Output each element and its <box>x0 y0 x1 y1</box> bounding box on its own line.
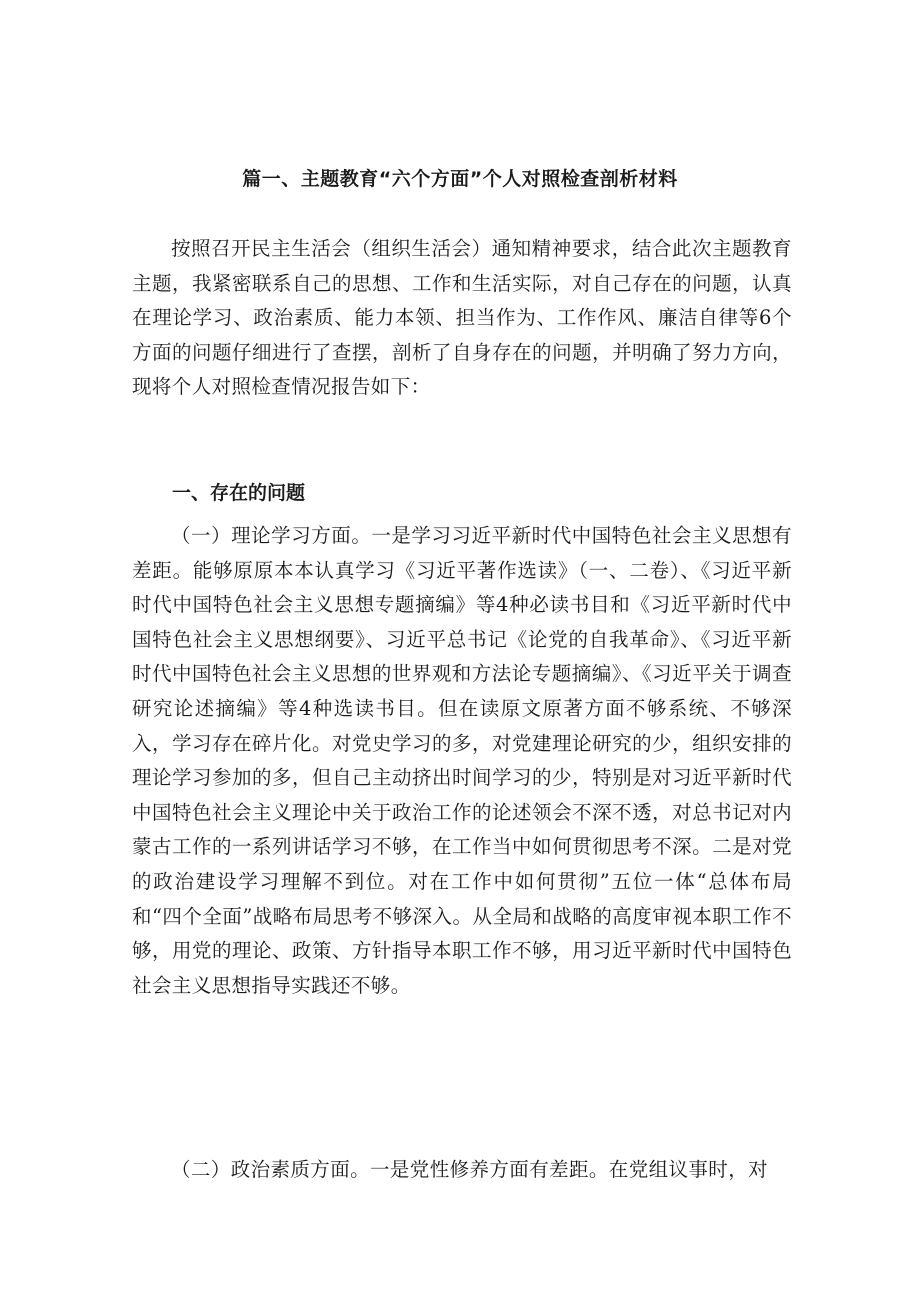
section-heading-problems: 一、存在的问题 <box>172 482 306 504</box>
political-quality-paragraph: （二）政治素质方面。一是党性修养方面有差距。在党组议事时，对 <box>171 1158 769 1181</box>
document-title: 篇一、主题教育“六个方面”个人对照检查剖析材料 <box>242 168 678 190</box>
theory-study-paragraph: （一）理论学习方面。一是学习习近平新时代中国特色社会主义思想有差距。能够原原本本认真学习《习近平著作选读》（一、二卷）、《习近平新时代中国特色社会主义思想专题摘编》等4种必读书目和《习近平新时代中国特色社会主义思想纲要》、习近平总书记《论党的自我革命》、《习近平新时代中国特色社会主义思想的世界观和方法论专题摘编》、《习近平关于调查研究论述摘编》等4种选读书目。但在读原文原著方面不够系统、不够深入，学习存在碎片化。对党史学习的多，对党建理论研究的少，组织安排的理论学习参加的多，但自己主动挤出时间学习的少，特别是对习近平新时代中国特色社会主义理论中关于政治工作的论述领会不深不透，对总书记对内蒙古工作的一系列讲话学习不够，在工作当中如何贯彻思考不深。二是对党的政治建设学习理解不到位。对在工作中如何贯彻”五位一体“总体布局和“四个全面”战略布局思考不够深入。从全局和战略的高度审视本职工作不够，用党的理论、政策、方针指导本职工作不够，用习近平新时代中国特色社会主义思想指导实践还不够。 <box>132 524 792 997</box>
intro-paragraph: 按照召开民主生活会（组织生活会）通知精神要求，结合此次主题教育主题，我紧密联系自己的思想、工作和生活实际，对自己存在的问题，认真在理论学习、政治素质、能力本领、担当作为、工作作风、廉洁自律等6个方面的问题仔细进行了查摆，剖析了自身存在的问题，并明确了努力方向，现将个人对照检查情况报告如下： <box>132 237 792 399</box>
